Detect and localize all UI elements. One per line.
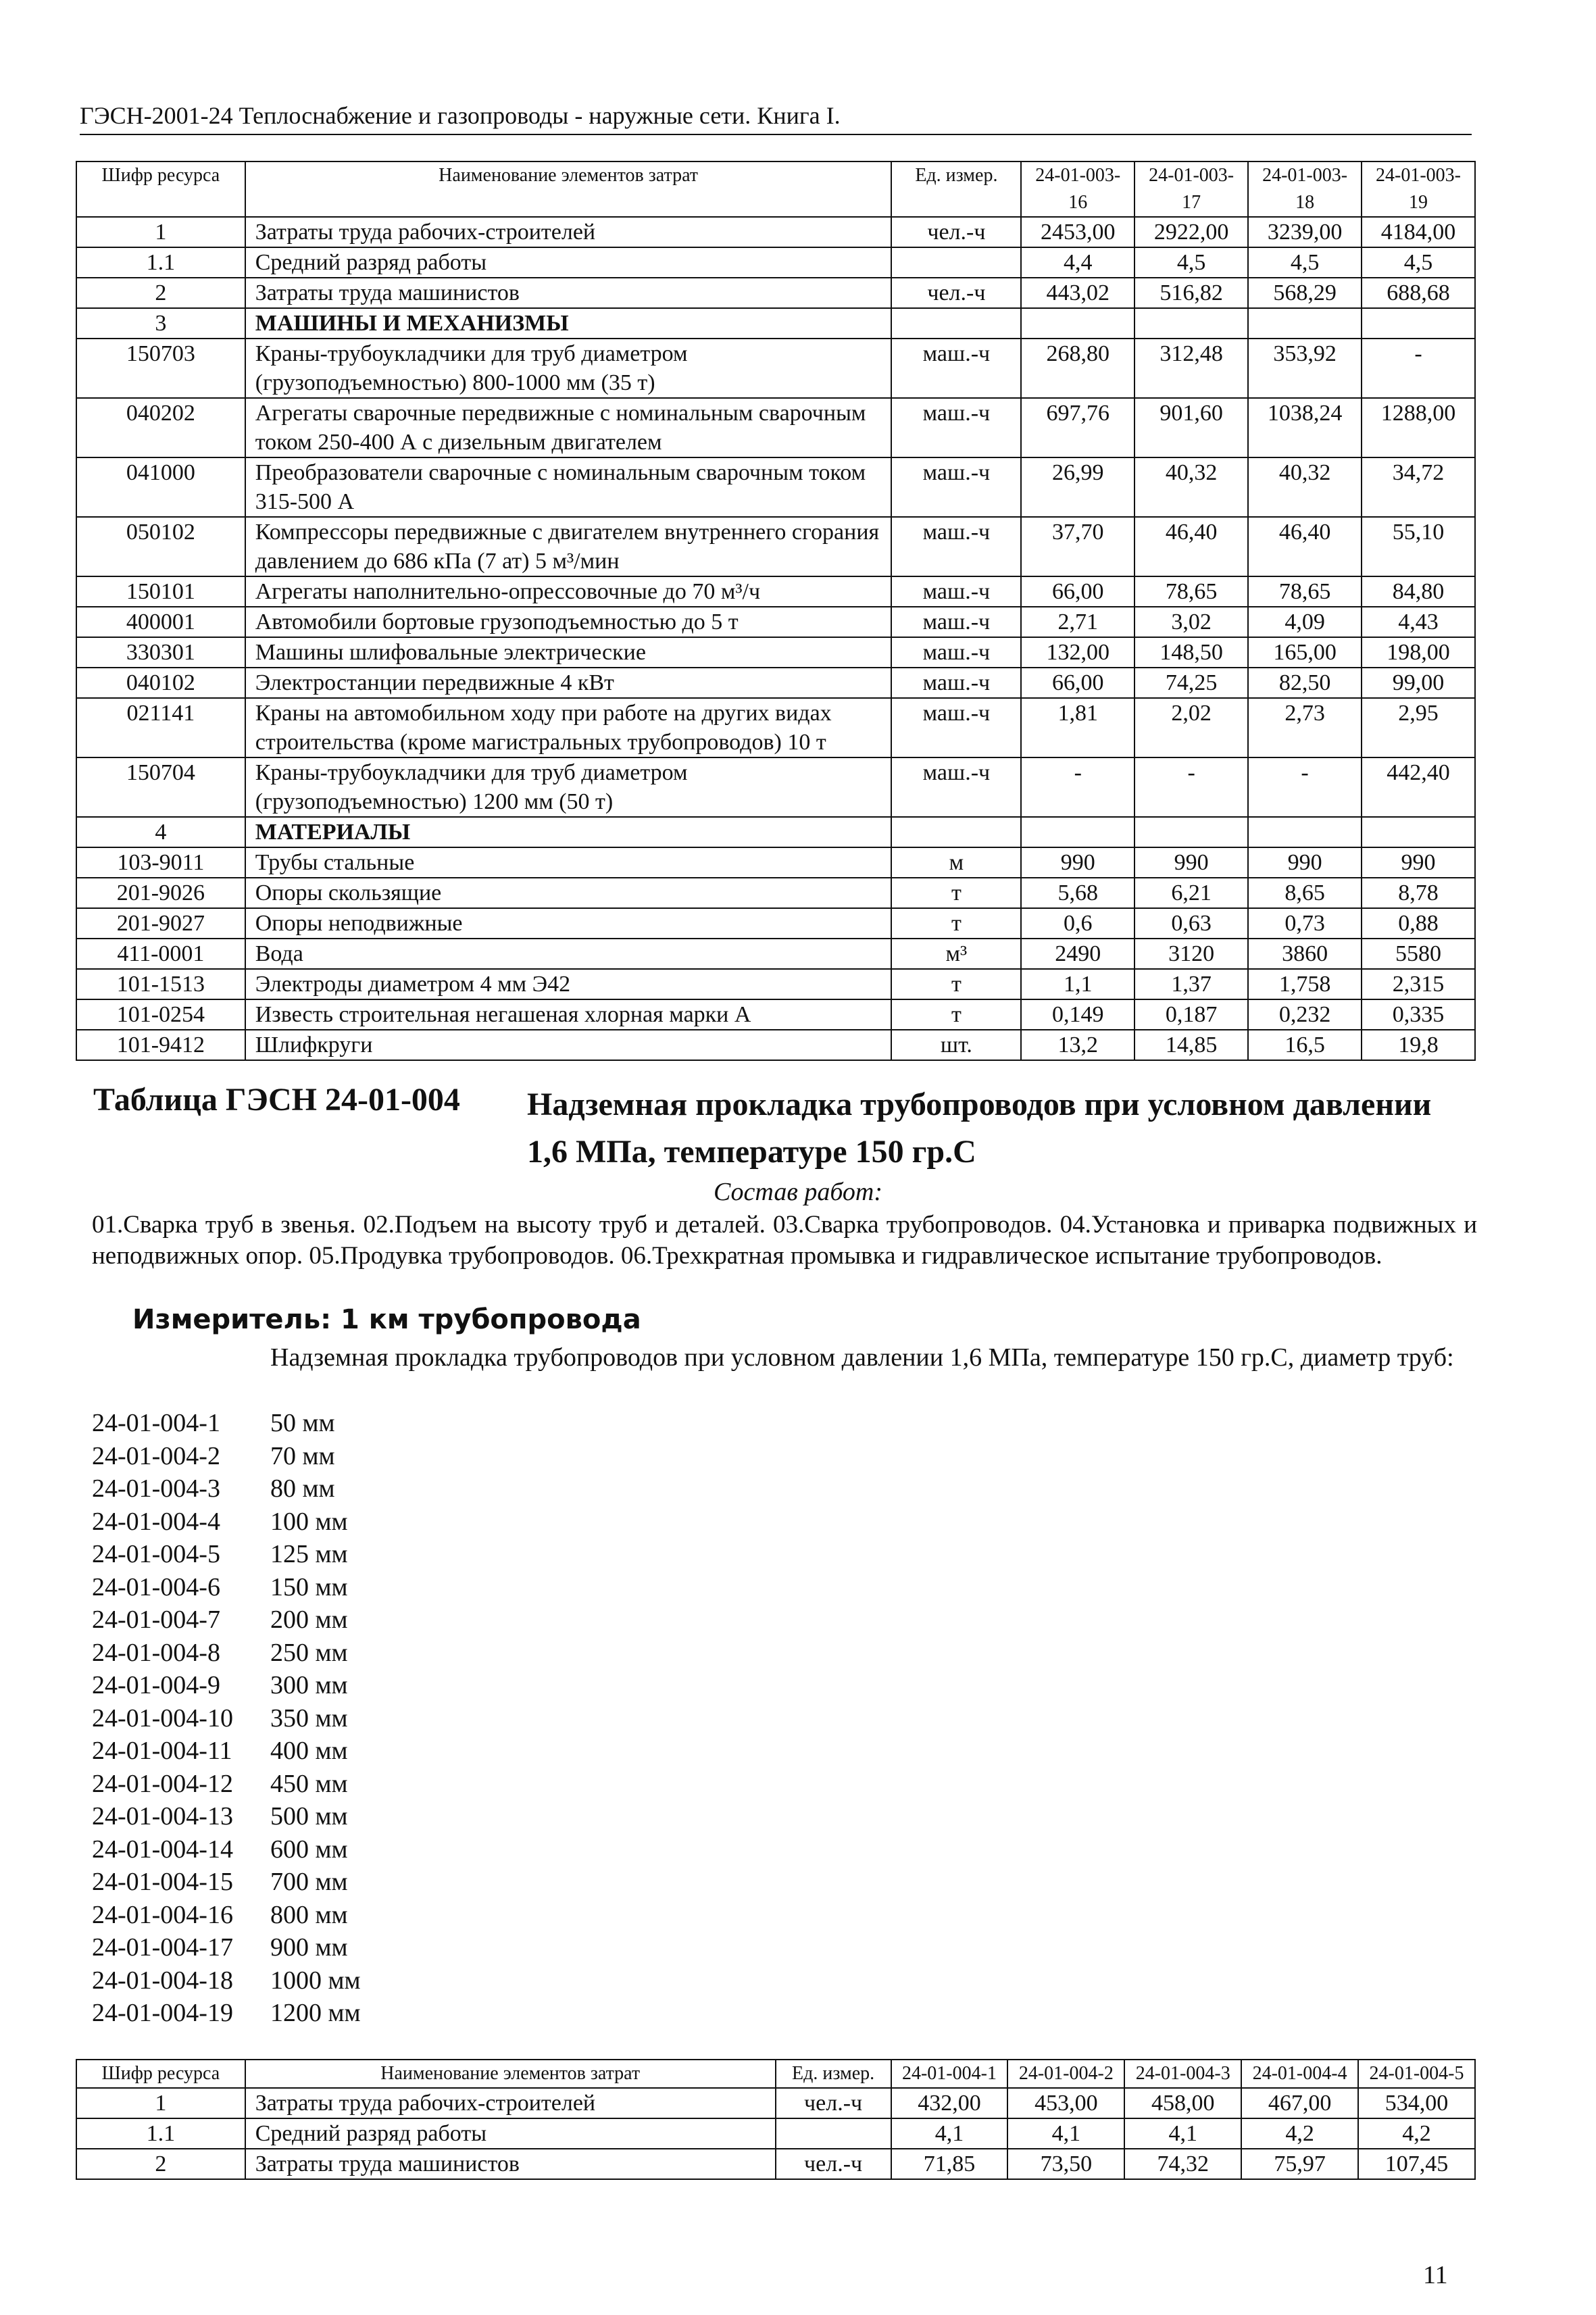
value-cell: 990 xyxy=(1134,847,1248,878)
value-cell: 4,4 xyxy=(1021,247,1134,278)
value-cell: 2453,00 xyxy=(1021,217,1134,247)
works-description: 01.Сварка труб в звенья. 02.Подъем на высоту труб и деталей. 03.Сварка трубопроводов. 04.Установка и приварка подвижных и неподвижных опор. 05.Продувка трубопроводов. 06.Трехкратная промывка и гидравлическое испытание трубопроводов. xyxy=(92,1211,1477,1270)
unit-cell: т xyxy=(891,969,1021,999)
norm-code: 24-01-004-7 xyxy=(92,1605,220,1634)
resource-code: 150703 xyxy=(76,339,245,398)
norm-code: 24-01-004-8 xyxy=(92,1638,220,1667)
unit-cell: маш.-ч xyxy=(891,757,1021,817)
value-cell: 66,00 xyxy=(1021,668,1134,698)
unit-cell xyxy=(776,2118,891,2149)
cost-element-name: Затраты труда рабочих-строителей xyxy=(245,217,892,247)
value-cell: 990 xyxy=(1362,847,1475,878)
unit-cell: маш.-ч xyxy=(891,339,1021,398)
value-cell: 1038,24 xyxy=(1248,398,1362,457)
unit-cell: маш.-ч xyxy=(891,576,1021,607)
value-cell: 82,50 xyxy=(1248,668,1362,698)
value-cell: 5580 xyxy=(1362,939,1475,969)
pipe-diameter: 100 мм xyxy=(270,1507,348,1536)
value-cell: 74,25 xyxy=(1134,668,1248,698)
col-header: 24-01-003-16 xyxy=(1021,161,1134,217)
resource-code: 1.1 xyxy=(76,2118,245,2149)
cost-element-name: Электроды диаметром 4 мм Э42 xyxy=(245,969,892,999)
value-cell: 5,68 xyxy=(1021,878,1134,908)
unit-cell xyxy=(891,308,1021,339)
list-item xyxy=(92,1669,361,1702)
page-number: 11 xyxy=(1423,2261,1448,2289)
value-cell xyxy=(1362,308,1475,339)
table-row xyxy=(76,2118,1475,2149)
value-cell: 74,32 xyxy=(1124,2149,1241,2179)
value-cell: 0,63 xyxy=(1134,908,1248,939)
col-header: 24-01-003-17 xyxy=(1134,161,1248,217)
resource-code: 101-1513 xyxy=(76,969,245,999)
value-cell: 14,85 xyxy=(1134,1030,1248,1060)
list-item xyxy=(92,1964,361,1997)
value-cell: 78,65 xyxy=(1134,576,1248,607)
norm-code: 24-01-004-15 xyxy=(92,1868,233,1896)
table-row xyxy=(76,339,1475,398)
value-cell: 4,2 xyxy=(1241,2118,1358,2149)
resource-code: 101-0254 xyxy=(76,999,245,1030)
value-cell xyxy=(1134,308,1248,339)
value-cell: 312,48 xyxy=(1134,339,1248,398)
cost-element-name: Преобразователи сварочные с номинальным сварочным током 315-500 А xyxy=(245,457,892,517)
norm-code: 24-01-004-3 xyxy=(92,1474,220,1503)
value-cell: 71,85 xyxy=(891,2149,1008,2179)
list-item xyxy=(92,1702,361,1735)
value-cell: 3120 xyxy=(1134,939,1248,969)
value-cell: 901,60 xyxy=(1134,398,1248,457)
resource-code: 050102 xyxy=(76,517,245,576)
value-cell: - xyxy=(1134,757,1248,817)
cost-element-name: Трубы стальные xyxy=(245,847,892,878)
value-cell: 198,00 xyxy=(1362,637,1475,668)
unit-cell xyxy=(891,247,1021,278)
col-header: Наименование элементов затрат xyxy=(245,2060,776,2088)
norm-code: 24-01-004-12 xyxy=(92,1769,233,1798)
resource-code: 1.1 xyxy=(76,247,245,278)
value-cell: 0,6 xyxy=(1021,908,1134,939)
value-cell: - xyxy=(1362,339,1475,398)
cost-element-name: Вода xyxy=(245,939,892,969)
unit-cell: маш.-ч xyxy=(891,607,1021,637)
value-cell: 40,32 xyxy=(1134,457,1248,517)
diameter-code-list xyxy=(92,1407,361,2030)
measure-unit: Измеритель: 1 км трубопровода xyxy=(132,1304,641,1335)
value-cell: 1,37 xyxy=(1134,969,1248,999)
unit-cell: маш.-ч xyxy=(891,698,1021,757)
resource-code: 103-9011 xyxy=(76,847,245,878)
value-cell: 19,8 xyxy=(1362,1030,1475,1060)
value-cell xyxy=(1248,308,1362,339)
value-cell: 2,02 xyxy=(1134,698,1248,757)
value-cell: 688,68 xyxy=(1362,278,1475,308)
cost-element-name: Агрегаты сварочные передвижные с номинальным сварочным током 250-400 А с дизельным двигателем xyxy=(245,398,892,457)
unit-cell: т xyxy=(891,999,1021,1030)
cost-element-name: Электростанции передвижные 4 кВт xyxy=(245,668,892,698)
value-cell: 40,32 xyxy=(1248,457,1362,517)
resource-table-004 xyxy=(76,2059,1476,2180)
table-row xyxy=(76,817,1475,847)
norm-code: 24-01-004-13 xyxy=(92,1802,233,1831)
col-header: 24-01-003-19 xyxy=(1362,161,1475,217)
resource-table-003 xyxy=(76,161,1476,1061)
cost-element-name: Опоры скользящие xyxy=(245,878,892,908)
works-label: Состав работ: xyxy=(713,1178,883,1206)
col-header: Шифр ресурса xyxy=(76,2060,245,2088)
value-cell: 84,80 xyxy=(1362,576,1475,607)
value-cell: 4,1 xyxy=(1124,2118,1241,2149)
resource-code: 411-0001 xyxy=(76,939,245,969)
value-cell: 13,2 xyxy=(1021,1030,1134,1060)
value-cell: 4,09 xyxy=(1248,607,1362,637)
pipe-diameter: 300 мм xyxy=(270,1671,348,1699)
norm-code: 24-01-004-10 xyxy=(92,1703,233,1733)
value-cell xyxy=(1021,308,1134,339)
cost-element-name: Средний разряд работы xyxy=(245,247,892,278)
pipe-diameter: 450 мм xyxy=(270,1769,348,1798)
table-row xyxy=(76,878,1475,908)
value-cell: 568,29 xyxy=(1248,278,1362,308)
cost-element-name: Затраты труда машинистов xyxy=(245,2149,776,2179)
unit-cell: чел.-ч xyxy=(891,217,1021,247)
resource-code: 201-9027 xyxy=(76,908,245,939)
cost-element-name: Краны-трубоукладчики для труб диаметром (грузоподъемностью) 1200 мм (50 т) xyxy=(245,757,892,817)
value-cell: 990 xyxy=(1248,847,1362,878)
value-cell: 1288,00 xyxy=(1362,398,1475,457)
value-cell: 0,232 xyxy=(1248,999,1362,1030)
cost-element-name: Опоры неподвижные xyxy=(245,908,892,939)
norm-code: 24-01-004-5 xyxy=(92,1540,220,1568)
value-cell: 75,97 xyxy=(1241,2149,1358,2179)
list-item xyxy=(92,1931,361,1964)
running-header: ГЭСН-2001-24 Теплоснабжение и газопроводы - наружные сети. Книга I. xyxy=(80,101,1472,135)
list-item xyxy=(92,1637,361,1670)
norm-code: 24-01-004-16 xyxy=(92,1900,233,1929)
resource-code: 040102 xyxy=(76,668,245,698)
list-item xyxy=(92,1505,361,1539)
norm-code: 24-01-004-6 xyxy=(92,1572,220,1601)
value-cell: 4,5 xyxy=(1362,247,1475,278)
value-cell: 99,00 xyxy=(1362,668,1475,698)
value-cell: 165,00 xyxy=(1248,637,1362,668)
resource-code: 1 xyxy=(76,217,245,247)
col-header: 24-01-004-4 xyxy=(1241,2060,1358,2088)
table-row xyxy=(76,457,1475,517)
table-row xyxy=(76,576,1475,607)
pipe-diameter: 1000 мм xyxy=(270,1966,361,1995)
col-header: 24-01-004-2 xyxy=(1007,2060,1124,2088)
col-header: 24-01-004-5 xyxy=(1358,2060,1475,2088)
value-cell: 3239,00 xyxy=(1248,217,1362,247)
value-cell: 4,43 xyxy=(1362,607,1475,637)
resource-code: 400001 xyxy=(76,607,245,637)
value-cell: 467,00 xyxy=(1241,2088,1358,2118)
cost-element-name: Агрегаты наполнительно-опрессовочные до 70 м³/ч xyxy=(245,576,892,607)
pipe-diameter: 500 мм xyxy=(270,1802,348,1831)
value-cell: 432,00 xyxy=(891,2088,1008,2118)
value-cell: 2922,00 xyxy=(1134,217,1248,247)
pipe-diameter: 200 мм xyxy=(270,1605,348,1634)
pipe-diameter: 150 мм xyxy=(270,1572,348,1601)
resource-code: 2 xyxy=(76,278,245,308)
table-row xyxy=(76,517,1475,576)
value-cell: 516,82 xyxy=(1134,278,1248,308)
table-row xyxy=(76,1030,1475,1060)
resource-code: 330301 xyxy=(76,637,245,668)
cost-element-name: Автомобили бортовые грузоподъемностью до 5 т xyxy=(245,607,892,637)
value-cell xyxy=(1248,817,1362,847)
value-cell: 1,1 xyxy=(1021,969,1134,999)
table-row xyxy=(76,308,1475,339)
table-row xyxy=(76,398,1475,457)
unit-cell: маш.-ч xyxy=(891,398,1021,457)
resource-code: 2 xyxy=(76,2149,245,2179)
cost-element-name: Известь строительная негашеная хлорная марки А xyxy=(245,999,892,1030)
pipe-diameter: 70 мм xyxy=(270,1441,335,1470)
list-item xyxy=(92,1833,361,1866)
value-cell: 3860 xyxy=(1248,939,1362,969)
value-cell: 16,5 xyxy=(1248,1030,1362,1060)
norm-code: 24-01-004-1 xyxy=(92,1409,220,1437)
value-cell: 148,50 xyxy=(1134,637,1248,668)
table-row xyxy=(76,757,1475,817)
list-item xyxy=(92,1440,361,1473)
table-row xyxy=(76,2088,1475,2118)
table-row xyxy=(76,2149,1475,2179)
table-row xyxy=(76,908,1475,939)
cost-element-name: Средний разряд работы xyxy=(245,2118,776,2149)
diameter-intro: Надземная прокладка трубопроводов при условном давлении 1,6 МПа, температуре 150 гр.С, диаметр труб: xyxy=(270,1343,1454,1372)
value-cell: 4,1 xyxy=(1007,2118,1124,2149)
unit-cell: маш.-ч xyxy=(891,517,1021,576)
list-item xyxy=(92,1472,361,1505)
unit-cell: м³ xyxy=(891,939,1021,969)
norm-code: 24-01-004-17 xyxy=(92,1933,233,1962)
table-row xyxy=(76,668,1475,698)
resource-code: 150704 xyxy=(76,757,245,817)
list-item xyxy=(92,1735,361,1768)
pipe-diameter: 125 мм xyxy=(270,1540,348,1568)
resource-code: 201-9026 xyxy=(76,878,245,908)
value-cell: 2,315 xyxy=(1362,969,1475,999)
norm-code: 24-01-004-18 xyxy=(92,1966,233,1995)
pipe-diameter: 50 мм xyxy=(270,1409,335,1437)
list-item xyxy=(92,1997,361,2030)
resource-code: 4 xyxy=(76,817,245,847)
pipe-diameter: 1200 мм xyxy=(270,1999,361,2027)
unit-cell: чел.-ч xyxy=(776,2149,891,2179)
resource-code: 3 xyxy=(76,308,245,339)
norm-code: 24-01-004-11 xyxy=(92,1737,232,1765)
value-cell: 26,99 xyxy=(1021,457,1134,517)
col-header: Ед. измер. xyxy=(891,161,1021,217)
value-cell: 6,21 xyxy=(1134,878,1248,908)
table-row xyxy=(76,969,1475,999)
value-cell: 2,71 xyxy=(1021,607,1134,637)
table-row xyxy=(76,939,1475,969)
col-header: Ед. измер. xyxy=(776,2060,891,2088)
unit-cell: маш.-ч xyxy=(891,668,1021,698)
pipe-diameter: 900 мм xyxy=(270,1933,348,1962)
unit-cell xyxy=(891,817,1021,847)
value-cell: 442,40 xyxy=(1362,757,1475,817)
table-row xyxy=(76,247,1475,278)
table-header-row xyxy=(76,2060,1475,2088)
value-cell: 73,50 xyxy=(1007,2149,1124,2179)
value-cell: 0,335 xyxy=(1362,999,1475,1030)
table-row xyxy=(76,278,1475,308)
value-cell: - xyxy=(1021,757,1134,817)
unit-cell: чел.-ч xyxy=(776,2088,891,2118)
table-subtitle: Надземная прокладка трубопроводов при условном давлении 1,6 МПа, температуре 150 гр.С xyxy=(527,1087,1432,1170)
cost-element-name: Затраты труда машинистов xyxy=(245,278,892,308)
norm-code: 24-01-004-14 xyxy=(92,1835,233,1864)
norm-code: 24-01-004-9 xyxy=(92,1671,220,1699)
cost-element-name: Краны-трубоукладчики для труб диаметром (грузоподъемностью) 800-1000 мм (35 т) xyxy=(245,339,892,398)
col-header: 24-01-003-18 xyxy=(1248,161,1362,217)
unit-cell: шт. xyxy=(891,1030,1021,1060)
resource-code: 101-9412 xyxy=(76,1030,245,1060)
cost-element-name: Затраты труда рабочих-строителей xyxy=(245,2088,776,2118)
unit-cell: маш.-ч xyxy=(891,457,1021,517)
unit-cell: м xyxy=(891,847,1021,878)
table-row xyxy=(76,607,1475,637)
value-cell: 3,02 xyxy=(1134,607,1248,637)
value-cell: 4,5 xyxy=(1248,247,1362,278)
cost-element-name: Компрессоры передвижные с двигателем внутреннего сгорания давлением до 686 кПа (7 ат) 5 м³/мин xyxy=(245,517,892,576)
table-header-row xyxy=(76,161,1475,217)
value-cell: 697,76 xyxy=(1021,398,1134,457)
list-item xyxy=(92,1800,361,1833)
value-cell: 78,65 xyxy=(1248,576,1362,607)
value-cell: 353,92 xyxy=(1248,339,1362,398)
resource-code: 040202 xyxy=(76,398,245,457)
list-item xyxy=(92,1538,361,1571)
value-cell: 990 xyxy=(1021,847,1134,878)
list-item xyxy=(92,1899,361,1932)
list-item xyxy=(92,1603,361,1637)
pipe-diameter: 250 мм xyxy=(270,1638,348,1667)
value-cell: 534,00 xyxy=(1358,2088,1475,2118)
table-row xyxy=(76,217,1475,247)
value-cell: - xyxy=(1248,757,1362,817)
list-item xyxy=(92,1407,361,1440)
table-title: Таблица ГЭСН 24-01-004 xyxy=(93,1082,460,1118)
value-cell: 0,73 xyxy=(1248,908,1362,939)
norm-code: 24-01-004-19 xyxy=(92,1999,233,2027)
unit-cell: маш.-ч xyxy=(891,637,1021,668)
resource-code: 1 xyxy=(76,2088,245,2118)
value-cell xyxy=(1021,817,1134,847)
value-cell: 0,149 xyxy=(1021,999,1134,1030)
cost-element-name: Краны на автомобильном ходу при работе на других видах строительства (кроме магистральных трубопроводов) 10 т xyxy=(245,698,892,757)
value-cell: 46,40 xyxy=(1134,517,1248,576)
norm-code: 24-01-004-2 xyxy=(92,1441,220,1470)
resource-code: 021141 xyxy=(76,698,245,757)
cost-element-name: МАТЕРИАЛЫ xyxy=(245,817,892,847)
value-cell: 8,78 xyxy=(1362,878,1475,908)
resource-code: 150101 xyxy=(76,576,245,607)
pipe-diameter: 80 мм xyxy=(270,1474,335,1503)
resource-code: 041000 xyxy=(76,457,245,517)
col-header: Шифр ресурса xyxy=(76,161,245,217)
value-cell: 0,187 xyxy=(1134,999,1248,1030)
value-cell: 55,10 xyxy=(1362,517,1475,576)
list-item xyxy=(92,1571,361,1604)
value-cell: 1,758 xyxy=(1248,969,1362,999)
value-cell xyxy=(1134,817,1248,847)
list-item xyxy=(92,1768,361,1801)
col-header: 24-01-004-1 xyxy=(891,2060,1008,2088)
pipe-diameter: 800 мм xyxy=(270,1900,348,1929)
value-cell xyxy=(1362,817,1475,847)
value-cell: 132,00 xyxy=(1021,637,1134,668)
value-cell: 4,1 xyxy=(891,2118,1008,2149)
col-header: 24-01-004-3 xyxy=(1124,2060,1241,2088)
col-header: Наименование элементов затрат xyxy=(245,161,892,217)
value-cell: 4,5 xyxy=(1134,247,1248,278)
unit-cell: т xyxy=(891,908,1021,939)
table-row xyxy=(76,637,1475,668)
table-row xyxy=(76,999,1475,1030)
pipe-diameter: 600 мм xyxy=(270,1835,348,1864)
table-row xyxy=(76,847,1475,878)
value-cell: 443,02 xyxy=(1021,278,1134,308)
value-cell: 453,00 xyxy=(1007,2088,1124,2118)
value-cell: 34,72 xyxy=(1362,457,1475,517)
list-item xyxy=(92,1866,361,1899)
value-cell: 66,00 xyxy=(1021,576,1134,607)
value-cell: 2,95 xyxy=(1362,698,1475,757)
pipe-diameter: 400 мм xyxy=(270,1737,348,1765)
table-row xyxy=(76,698,1475,757)
value-cell: 2,73 xyxy=(1248,698,1362,757)
value-cell: 37,70 xyxy=(1021,517,1134,576)
cost-element-name: МАШИНЫ И МЕХАНИЗМЫ xyxy=(245,308,892,339)
value-cell: 46,40 xyxy=(1248,517,1362,576)
cost-element-name: Шлифкруги xyxy=(245,1030,892,1060)
pipe-diameter: 350 мм xyxy=(270,1703,348,1733)
value-cell: 458,00 xyxy=(1124,2088,1241,2118)
value-cell: 0,88 xyxy=(1362,908,1475,939)
value-cell: 4184,00 xyxy=(1362,217,1475,247)
value-cell: 107,45 xyxy=(1358,2149,1475,2179)
unit-cell: т xyxy=(891,878,1021,908)
value-cell: 2490 xyxy=(1021,939,1134,969)
norm-code: 24-01-004-4 xyxy=(92,1507,220,1536)
unit-cell: чел.-ч xyxy=(891,278,1021,308)
cost-element-name: Машины шлифовальные электрические xyxy=(245,637,892,668)
value-cell: 4,2 xyxy=(1358,2118,1475,2149)
value-cell: 268,80 xyxy=(1021,339,1134,398)
value-cell: 1,81 xyxy=(1021,698,1134,757)
value-cell: 8,65 xyxy=(1248,878,1362,908)
pipe-diameter: 700 мм xyxy=(270,1868,348,1896)
